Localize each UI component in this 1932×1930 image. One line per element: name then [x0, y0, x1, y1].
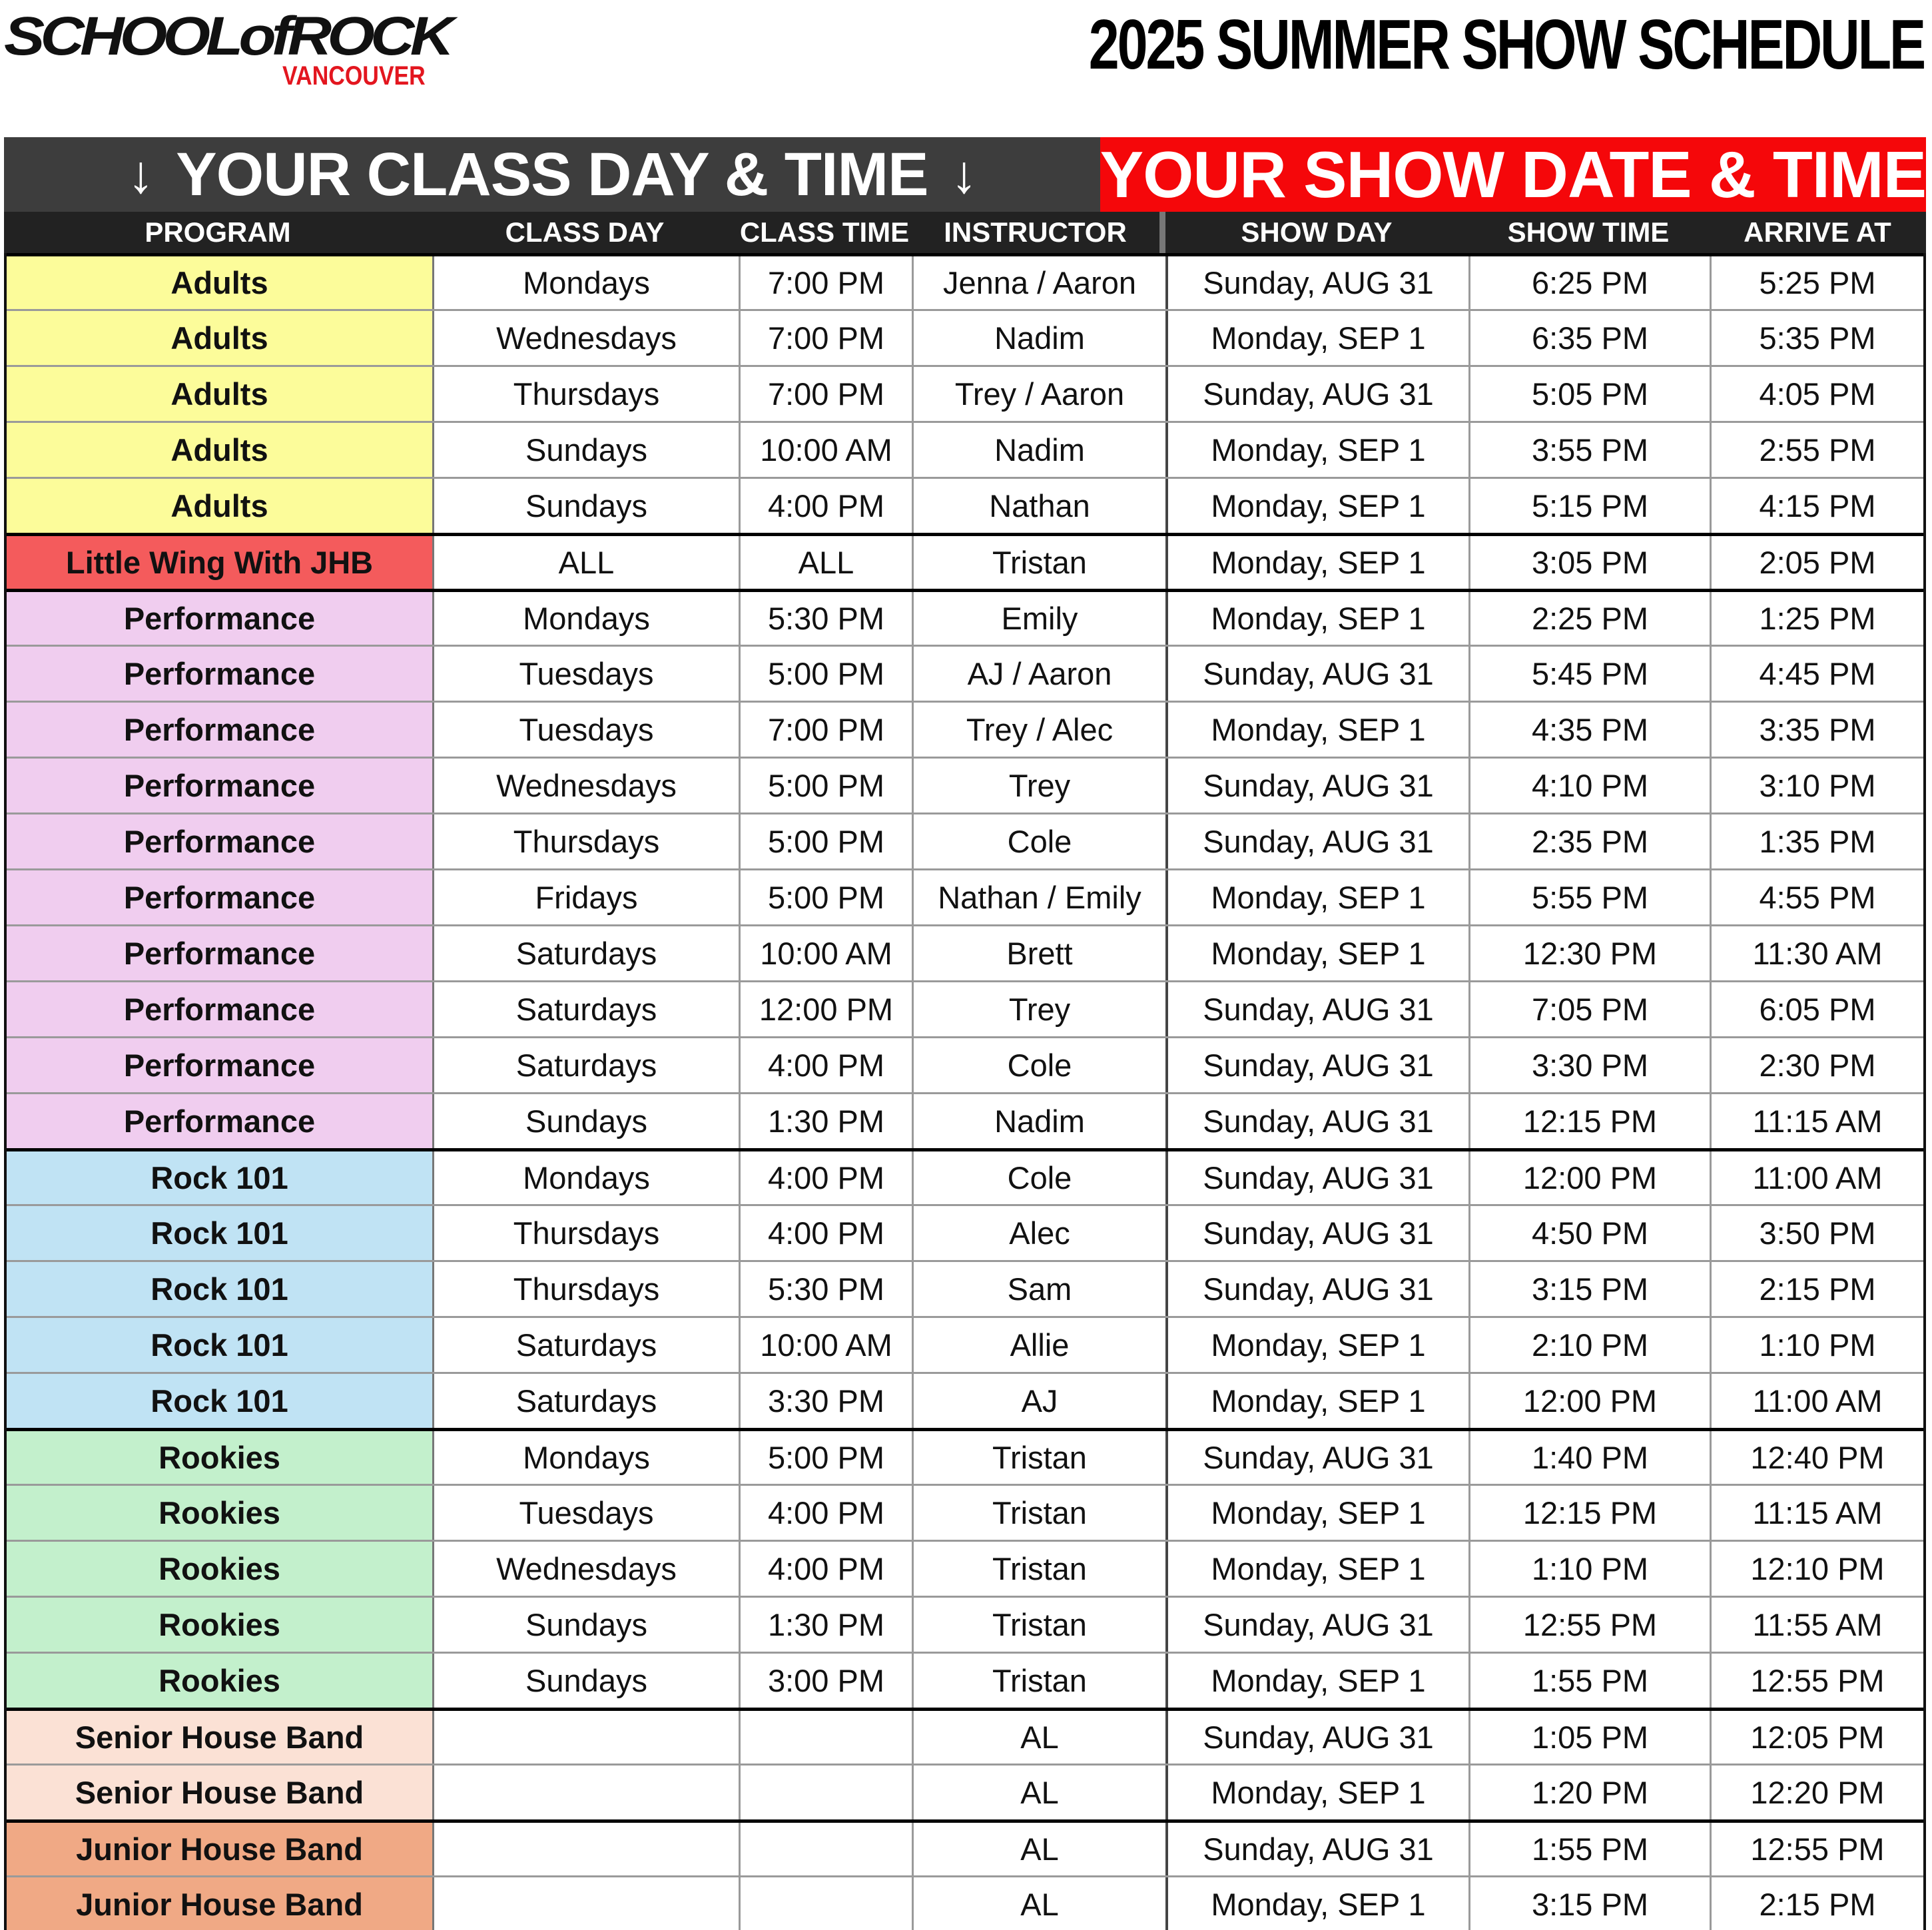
- instructor-cell: Trey / Aaron: [914, 367, 1168, 421]
- show-day-cell: Sunday, AUG 31: [1168, 256, 1470, 309]
- show-day-cell: Monday, SEP 1: [1168, 311, 1470, 365]
- program-cell: Junior House Band: [7, 1877, 434, 1930]
- show-day-cell: Monday, SEP 1: [1168, 926, 1470, 980]
- program-cell: Rookies: [7, 1598, 434, 1652]
- arrive-at-cell: 3:50 PM: [1759, 1215, 1876, 1251]
- arrive-at-cell: 2:05 PM: [1759, 545, 1876, 580]
- class-time-cell: [741, 1766, 914, 1819]
- instructor-cell: Cole: [914, 814, 1168, 868]
- show-day-cell: Monday, SEP 1: [1168, 479, 1470, 533]
- instructor-cell: AJ: [914, 1374, 1168, 1428]
- column-header-show-time: SHOW TIME: [1507, 216, 1670, 248]
- show-day-cell: Sunday, AUG 31: [1168, 367, 1470, 421]
- show-day-cell: Monday, SEP 1: [1168, 1654, 1470, 1708]
- show-day-cell: Sunday, AUG 31: [1168, 1262, 1470, 1316]
- arrive-at-cell: 5:25 PM: [1759, 265, 1876, 300]
- class-time-cell: 7:00 PM: [741, 311, 914, 365]
- class-day-cell: Thursdays: [434, 1206, 741, 1260]
- arrive-at-cell: 3:10 PM: [1759, 768, 1876, 803]
- table-row: [7, 1148, 1923, 1204]
- class-day-cell: Thursdays: [434, 367, 741, 421]
- program-cell: Rookies: [7, 1654, 434, 1708]
- table-row: [7, 589, 1923, 645]
- class-time-cell: 5:00 PM: [741, 647, 914, 701]
- class-time-cell: 10:00 AM: [741, 1318, 914, 1372]
- class-day-cell: [434, 1766, 741, 1819]
- class-day-cell: Saturdays: [434, 926, 741, 980]
- instructor-cell: Tristan: [914, 1431, 1168, 1484]
- logo-wordmark: SCHOOLofROCK: [4, 6, 450, 67]
- class-time-cell: [741, 1711, 914, 1764]
- class-day-cell: Wednesdays: [434, 1542, 741, 1596]
- class-time-cell: 3:00 PM: [741, 1654, 914, 1708]
- arrive-at-cell: 11:15 AM: [1752, 1495, 1883, 1530]
- instructor-cell: Nadim: [914, 311, 1168, 365]
- show-time-cell: 7:05 PM: [1470, 982, 1712, 1036]
- show-time-cell: 3:05 PM: [1470, 536, 1712, 589]
- table-row: [7, 1036, 1923, 1092]
- class-day-cell: Tuesdays: [434, 703, 741, 757]
- table-row: [7, 1372, 1923, 1428]
- class-day-cell: Thursdays: [434, 814, 741, 868]
- show-time-cell: 12:00 PM: [1470, 1374, 1712, 1428]
- class-day-cell: Mondays: [434, 256, 741, 309]
- class-time-cell: 5:00 PM: [741, 1431, 914, 1484]
- school-of-rock-logo: [4, 6, 450, 91]
- arrive-at-cell: 3:35 PM: [1759, 712, 1876, 747]
- program-cell: Performance: [7, 759, 434, 812]
- class-time-cell: 7:00 PM: [741, 703, 914, 757]
- table-row: [7, 1875, 1923, 1930]
- show-day-cell: Monday, SEP 1: [1168, 536, 1470, 589]
- class-day-cell: Saturdays: [434, 1318, 741, 1372]
- program-cell: Adults: [7, 311, 434, 365]
- show-day-cell: Monday, SEP 1: [1168, 1877, 1470, 1930]
- class-day-cell: Sundays: [434, 1094, 741, 1148]
- show-time-cell: 4:35 PM: [1470, 703, 1712, 757]
- arrive-at-cell: 11:00 AM: [1752, 1160, 1883, 1195]
- arrive-at-cell: 12:05 PM: [1750, 1720, 1885, 1755]
- table-row: [7, 1819, 1923, 1875]
- arrive-at-cell: 2:15 PM: [1759, 1887, 1876, 1922]
- arrow-down-icon: ↓: [127, 145, 154, 204]
- instructor-cell: Tristan: [914, 1486, 1168, 1540]
- show-time-cell: 3:15 PM: [1470, 1262, 1712, 1316]
- show-time-cell: 4:10 PM: [1470, 759, 1712, 812]
- program-cell: Performance: [7, 1094, 434, 1148]
- table-row: [7, 868, 1923, 924]
- table-row: [7, 309, 1923, 365]
- show-day-cell: Sunday, AUG 31: [1168, 814, 1470, 868]
- instructor-cell: Trey: [914, 982, 1168, 1036]
- class-banner-label: YOUR CLASS DAY & TIME: [176, 140, 928, 208]
- table-row: [7, 645, 1923, 701]
- class-day-cell: [434, 1823, 741, 1875]
- show-day-cell: Monday, SEP 1: [1168, 1486, 1470, 1540]
- arrive-at-cell: 4:15 PM: [1759, 488, 1876, 523]
- class-time-cell: 5:30 PM: [741, 1262, 914, 1316]
- table-row: [7, 1260, 1923, 1316]
- program-cell: Performance: [7, 1038, 434, 1092]
- class-time-cell: 5:00 PM: [741, 759, 914, 812]
- show-time-cell: 4:50 PM: [1470, 1206, 1712, 1260]
- table-row: [7, 477, 1923, 533]
- show-time-cell: 12:55 PM: [1470, 1598, 1712, 1652]
- show-time-cell: 1:55 PM: [1470, 1823, 1712, 1875]
- arrive-at-cell: 11:00 AM: [1752, 1383, 1883, 1419]
- table-row: [7, 365, 1923, 421]
- table-row: [7, 1540, 1923, 1596]
- program-cell: Performance: [7, 982, 434, 1036]
- class-day-cell: Sundays: [434, 423, 741, 477]
- program-cell: Rookies: [7, 1542, 434, 1596]
- show-day-cell: Sunday, AUG 31: [1168, 1094, 1470, 1148]
- show-time-cell: 12:30 PM: [1470, 926, 1712, 980]
- arrive-at-cell: 2:30 PM: [1759, 1048, 1876, 1083]
- class-day-cell: Sundays: [434, 479, 741, 533]
- column-header-arrive-at: ARRIVE AT: [1744, 216, 1891, 248]
- show-time-cell: 1:40 PM: [1470, 1431, 1712, 1484]
- class-banner: [4, 137, 1100, 212]
- arrive-at-cell: 12:40 PM: [1750, 1440, 1885, 1475]
- class-day-cell: [434, 1711, 741, 1764]
- column-header-class-time: CLASS TIME: [739, 216, 910, 248]
- arrive-at-cell: 4:55 PM: [1759, 880, 1876, 915]
- class-time-cell: 4:00 PM: [741, 1151, 914, 1204]
- arrive-at-cell: 2:15 PM: [1759, 1271, 1876, 1307]
- program-cell: Rock 101: [7, 1151, 434, 1204]
- table-row: [7, 1596, 1923, 1652]
- show-time-cell: 1:20 PM: [1470, 1766, 1712, 1819]
- class-time-cell: 5:30 PM: [741, 592, 914, 645]
- class-time-cell: 4:00 PM: [741, 1542, 914, 1596]
- show-time-cell: 3:30 PM: [1470, 1038, 1712, 1092]
- class-day-cell: Fridays: [434, 870, 741, 924]
- table-row: [7, 253, 1923, 309]
- class-time-cell: 5:00 PM: [741, 814, 914, 868]
- program-cell: Adults: [7, 423, 434, 477]
- program-cell: Little Wing With JHB: [7, 536, 434, 589]
- show-time-cell: 1:05 PM: [1470, 1711, 1712, 1764]
- page-title: 2025 SUMMER SHOW SCHEDULE: [1088, 5, 1924, 84]
- table-row: [7, 812, 1923, 868]
- program-cell: Adults: [7, 367, 434, 421]
- show-day-cell: Monday, SEP 1: [1168, 1374, 1470, 1428]
- show-time-cell: 6:25 PM: [1470, 256, 1712, 309]
- arrive-at-cell: 2:55 PM: [1759, 432, 1876, 468]
- logo-location: VANCOUVER: [282, 61, 426, 91]
- program-cell: Performance: [7, 592, 434, 645]
- arrive-at-cell: 12:20 PM: [1750, 1775, 1885, 1810]
- instructor-cell: Nathan / Emily: [914, 870, 1168, 924]
- program-cell: Rookies: [7, 1431, 434, 1484]
- arrive-at-cell: 1:35 PM: [1759, 824, 1876, 859]
- program-cell: Adults: [7, 256, 434, 309]
- table-row: [7, 421, 1923, 477]
- class-day-cell: Thursdays: [434, 1262, 741, 1316]
- show-time-cell: 12:00 PM: [1470, 1151, 1712, 1204]
- table-row: [7, 1204, 1923, 1260]
- arrow-down-icon: ↓: [950, 145, 977, 204]
- table-row: [7, 1428, 1923, 1484]
- class-time-cell: 10:00 AM: [741, 423, 914, 477]
- show-day-cell: Sunday, AUG 31: [1168, 1431, 1470, 1484]
- table-row: [7, 1764, 1923, 1819]
- class-time-cell: 7:00 PM: [741, 367, 914, 421]
- show-time-cell: 2:10 PM: [1470, 1318, 1712, 1372]
- instructor-cell: Jenna / Aaron: [914, 256, 1168, 309]
- instructor-cell: Brett: [914, 926, 1168, 980]
- show-day-cell: Monday, SEP 1: [1168, 870, 1470, 924]
- show-day-cell: Monday, SEP 1: [1168, 1766, 1470, 1819]
- show-day-cell: Sunday, AUG 31: [1168, 759, 1470, 812]
- instructor-cell: Cole: [914, 1151, 1168, 1204]
- program-cell: Adults: [7, 479, 434, 533]
- class-time-cell: 7:00 PM: [741, 256, 914, 309]
- arrive-at-cell: 1:10 PM: [1759, 1327, 1876, 1363]
- program-cell: Performance: [7, 647, 434, 701]
- instructor-cell: Tristan: [914, 1598, 1168, 1652]
- show-banner: [1100, 137, 1926, 212]
- table-row: [7, 980, 1923, 1036]
- table-row: [7, 701, 1923, 757]
- show-day-cell: Sunday, AUG 31: [1168, 1151, 1470, 1204]
- class-day-cell: Wednesdays: [434, 759, 741, 812]
- program-cell: Performance: [7, 870, 434, 924]
- column-header-class-day: CLASS DAY: [505, 216, 665, 248]
- arrive-at-cell: 12:55 PM: [1750, 1831, 1885, 1867]
- table-row: [7, 1652, 1923, 1708]
- class-day-cell: Mondays: [434, 1431, 741, 1484]
- instructor-cell: Nadim: [914, 423, 1168, 477]
- arrive-at-cell: 6:05 PM: [1759, 992, 1876, 1027]
- instructor-cell: Nathan: [914, 479, 1168, 533]
- show-time-cell: 3:55 PM: [1470, 423, 1712, 477]
- arrive-at-cell: 11:30 AM: [1752, 936, 1883, 971]
- table-row: [7, 1484, 1923, 1540]
- show-day-cell: Monday, SEP 1: [1168, 1318, 1470, 1372]
- show-time-cell: 6:35 PM: [1470, 311, 1712, 365]
- show-time-cell: 3:15 PM: [1470, 1877, 1712, 1930]
- show-time-cell: 12:15 PM: [1470, 1486, 1712, 1540]
- instructor-cell: AJ / Aaron: [914, 647, 1168, 701]
- show-day-cell: Monday, SEP 1: [1168, 592, 1470, 645]
- program-cell: Performance: [7, 703, 434, 757]
- instructor-cell: Tristan: [914, 1654, 1168, 1708]
- class-time-cell: 4:00 PM: [741, 1206, 914, 1260]
- class-day-cell: Saturdays: [434, 1038, 741, 1092]
- arrive-at-cell: 4:05 PM: [1759, 376, 1876, 412]
- table-row: [7, 757, 1923, 812]
- class-time-cell: ALL: [741, 536, 914, 589]
- class-day-cell: Sundays: [434, 1654, 741, 1708]
- class-time-cell: 4:00 PM: [741, 1486, 914, 1540]
- class-time-cell: 4:00 PM: [741, 479, 914, 533]
- show-day-cell: Monday, SEP 1: [1168, 1542, 1470, 1596]
- arrive-at-cell: 12:10 PM: [1750, 1551, 1885, 1586]
- program-cell: Performance: [7, 926, 434, 980]
- column-header-program: PROGRAM: [145, 216, 291, 248]
- show-time-cell: 2:25 PM: [1470, 592, 1712, 645]
- instructor-cell: Alec: [914, 1206, 1168, 1260]
- class-day-cell: [434, 1877, 741, 1930]
- program-cell: Rock 101: [7, 1206, 434, 1260]
- show-day-cell: Sunday, AUG 31: [1168, 1598, 1470, 1652]
- program-cell: Senior House Band: [7, 1766, 434, 1819]
- show-day-cell: Sunday, AUG 31: [1168, 1038, 1470, 1092]
- class-day-cell: Sundays: [434, 1598, 741, 1652]
- instructor-cell: Sam: [914, 1262, 1168, 1316]
- class-day-cell: Mondays: [434, 1151, 741, 1204]
- class-day-cell: Tuesdays: [434, 1486, 741, 1540]
- table-row: [7, 924, 1923, 980]
- show-time-cell: 5:45 PM: [1470, 647, 1712, 701]
- show-day-cell: Sunday, AUG 31: [1168, 1206, 1470, 1260]
- show-time-cell: 5:55 PM: [1470, 870, 1712, 924]
- show-day-cell: Sunday, AUG 31: [1168, 1823, 1470, 1875]
- program-cell: Rock 101: [7, 1374, 434, 1428]
- class-day-cell: Mondays: [434, 592, 741, 645]
- program-cell: Junior House Band: [7, 1823, 434, 1875]
- class-time-cell: [741, 1877, 914, 1930]
- class-time-cell: 10:00 AM: [741, 926, 914, 980]
- schedule-rows: [4, 253, 1926, 1930]
- arrive-at-cell: 5:35 PM: [1759, 320, 1876, 356]
- show-time-cell: 12:15 PM: [1470, 1094, 1712, 1148]
- show-time-cell: 5:15 PM: [1470, 479, 1712, 533]
- class-time-cell: 5:00 PM: [741, 870, 914, 924]
- table-row: [7, 533, 1923, 589]
- arrive-at-cell: 1:25 PM: [1759, 601, 1876, 636]
- instructor-cell: Tristan: [914, 536, 1168, 589]
- table-row: [7, 1708, 1923, 1764]
- arrive-at-cell: 11:15 AM: [1752, 1104, 1883, 1139]
- class-time-cell: 1:30 PM: [741, 1094, 914, 1148]
- class-time-cell: 3:30 PM: [741, 1374, 914, 1428]
- class-day-cell: Saturdays: [434, 1374, 741, 1428]
- program-cell: Senior House Band: [7, 1711, 434, 1764]
- class-time-cell: [741, 1823, 914, 1875]
- instructor-cell: AL: [914, 1877, 1168, 1930]
- table-row: [7, 1316, 1923, 1372]
- instructor-cell: Trey: [914, 759, 1168, 812]
- instructor-cell: Trey / Alec: [914, 703, 1168, 757]
- schedule-table: [4, 137, 1926, 1930]
- instructor-cell: AL: [914, 1823, 1168, 1875]
- arrive-at-cell: 12:55 PM: [1750, 1663, 1885, 1698]
- instructor-cell: Emily: [914, 592, 1168, 645]
- arrive-at-cell: 11:55 AM: [1752, 1607, 1883, 1642]
- column-header-instructor: INSTRUCTOR: [911, 212, 1165, 253]
- show-banner-label: YOUR SHOW DATE & TIME: [1100, 137, 1926, 211]
- show-day-cell: Sunday, AUG 31: [1168, 647, 1470, 701]
- banner-row: [4, 137, 1926, 212]
- class-day-cell: Tuesdays: [434, 647, 741, 701]
- column-header-row: [4, 212, 1926, 253]
- show-day-cell: Monday, SEP 1: [1168, 703, 1470, 757]
- show-time-cell: 1:10 PM: [1470, 1542, 1712, 1596]
- program-cell: Performance: [7, 814, 434, 868]
- show-day-cell: Monday, SEP 1: [1168, 423, 1470, 477]
- class-day-cell: Wednesdays: [434, 311, 741, 365]
- class-time-cell: 1:30 PM: [741, 1598, 914, 1652]
- column-header-show-day: SHOW DAY: [1241, 216, 1393, 248]
- show-time-cell: 5:05 PM: [1470, 367, 1712, 421]
- program-cell: Rookies: [7, 1486, 434, 1540]
- class-day-cell: ALL: [434, 536, 741, 589]
- program-cell: Rock 101: [7, 1318, 434, 1372]
- show-day-cell: Sunday, AUG 31: [1168, 982, 1470, 1036]
- instructor-cell: AL: [914, 1766, 1168, 1819]
- program-cell: Rock 101: [7, 1262, 434, 1316]
- class-time-cell: 12:00 PM: [741, 982, 914, 1036]
- instructor-cell: AL: [914, 1711, 1168, 1764]
- arrive-at-cell: 4:45 PM: [1759, 656, 1876, 691]
- show-time-cell: 2:35 PM: [1470, 814, 1712, 868]
- instructor-cell: Cole: [914, 1038, 1168, 1092]
- instructor-cell: Nadim: [914, 1094, 1168, 1148]
- show-day-cell: Sunday, AUG 31: [1168, 1711, 1470, 1764]
- instructor-cell: Tristan: [914, 1542, 1168, 1596]
- table-row: [7, 1092, 1923, 1148]
- show-time-cell: 1:55 PM: [1470, 1654, 1712, 1708]
- class-time-cell: 4:00 PM: [741, 1038, 914, 1092]
- class-day-cell: Saturdays: [434, 982, 741, 1036]
- instructor-cell: Allie: [914, 1318, 1168, 1372]
